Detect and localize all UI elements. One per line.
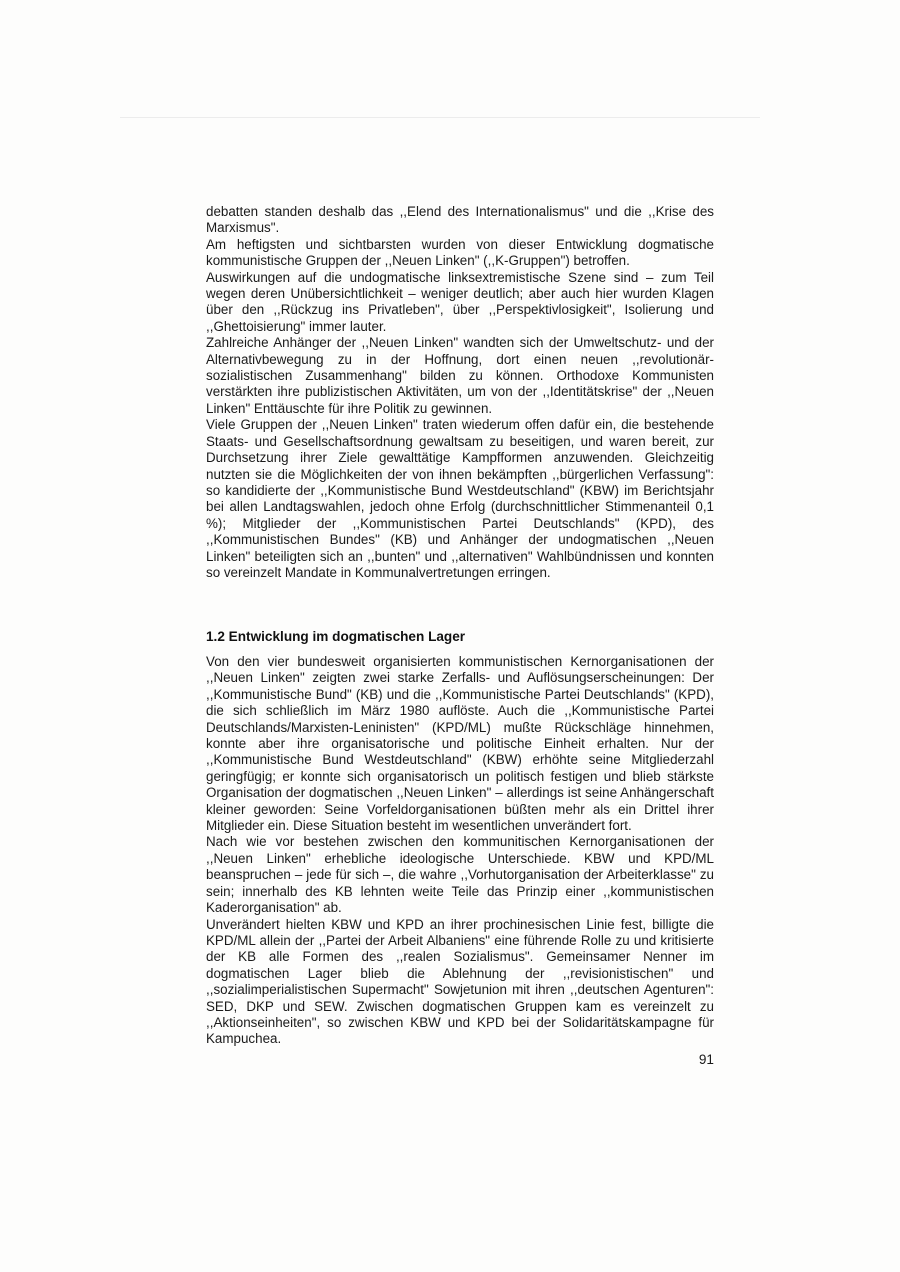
paragraph: debatten standen deshalb das ,,Elend des Internationalismus" und die ,,Krise des Marxismus". — [206, 204, 714, 236]
paragraph: Nach wie vor bestehen zwischen den kommunitischen Kernorganisationen der ,,Neuen Linken" erhebliche ideologische Unterschiede. KBW und KPD/ML beanspruchen – jede für sich –, die wahre ,,Vorhutorganisation der Arbeiterklasse" zu sein; innerhalb des KB lehnten weite Teile das Prinzip einer ,,kommunistischen Kaderorganisation" ab. — [206, 834, 714, 916]
paragraph: Viele Gruppen der ,,Neuen Linken" traten wiederum offen dafür ein, die bestehende Staats- und Gesellschaftsordnung gewaltsam zu beseitigen, und waren bereit, zur Durchsetzung ihrer Ziele gewalttätige Kampfformen anzuwenden. Gleichzeitig nutzten sie die Möglichkeiten der von ihnen bekämpften ,,bürgerlichen Verfassung": so kandidierte der ,,Kommunistische Bund Westdeutschland" (KBW) im Berichtsjahr bei allen Landtagswahlen, jedoch ohne Erfolg (durchschnittlicher Stimmenanteil 0,1 %); Mitglieder der ,,Kommunistischen Partei Deutschlands" (KPD), des ,,Kommunistischen Bundes" (KB) und Anhänger der undogmatischen ,,Neuen Linken" beteiligten sich an ,,bunten" und ,,alternativen" Wahlbündnissen und konnten so vereinzelt Mandate in Kommunalvertretungen erringen. — [206, 417, 714, 580]
scan-edge-line — [120, 117, 760, 118]
paragraph: Auswirkungen auf die undogmatische linksextremistische Szene sind – zum Teil wegen deren Unübersichtlichkeit – weniger deutlich; aber auch hier wurden Klagen über den ,,Rückzug ins Privatleben", über ,,Perspektivlosigkeit", Isolierung und ,,Ghettoisierung" immer lauter. — [206, 269, 714, 334]
paragraph: Zahlreiche Anhänger der ,,Neuen Linken" wandten sich der Umweltschutz- und der Alternativbewegung zu in der Hoffnung, dort einen neuen ,,revolutionär-sozialistischen Zusammenhang" bilden zu können. Orthodoxe Kommunisten verstärkten ihre publizistischen Aktivitäten, um von der ,,Identitätskrise" der ,,Neuen Linken" Enttäuschte für ihre Politik zu gewinnen. — [206, 335, 714, 416]
paragraph: Von den vier bundesweit organisierten kommunistischen Kernorganisationen der ,,Neuen Linken" zeigten zwei starke Zerfalls- und Auflösungserscheinungen: Der ,,Kommunistische Bund" (KB) und die ,,Kommunistische Partei Deutschlands" (KPD), die sich schließlich im März 1980 auflöste. Auch die ,,Kommunistische Partei Deutschlands/Marxisten-Leninisten" (KPD/ML) mußte Rückschläge hinnehmen, konnte aber ihre organisatorische und politische Einheit erhalten. Nur der ,,Kommunistische Bund Westdeutschland" (KBW) erhöhte seine Mitgliederzahl geringfügig; er konnte sich organisatorisch un politisch festigen und blieb stärkste Organisation der dogmatischen ,,Neuen Linken" – allerdings ist seine Anhängerschaft kleiner geworden: Seine Vorfeldorganisationen büßten mehr als ein Drittel ihrer Mitglieder ein. Diese Situation besteht im wesentlichen unverändert fort. — [206, 654, 714, 834]
page-number: 91 — [698, 1052, 714, 1067]
body-text-bottom — [206, 654, 714, 1048]
paragraph: Am heftigsten und sichtbarsten wurden von dieser Entwicklung dogmatische kommunistische Gruppen der ,,Neuen Linken" (,,K-Gruppen") betroffen. — [206, 236, 714, 269]
paragraph: Unverändert hielten KBW und KPD an ihrer prochinesischen Linie fest, billigte die KPD/ML allein der ,,Partei der Arbeit Albaniens" eine führende Rolle zu und kritisierte der KB alle Formen des ,,realen Sozialismus". Gemeinsamer Nenner im dogmatischen Lager blieb die Ablehnung der ,,revisionistischen" und ,,sozialimperialistischen Supermacht" Sowjetunion mit ihren ,,deutschen Agenturen": SED, DKP und SEW. Zwischen dogmatischen Gruppen kam es vereinzelt zu ,,Aktionseinheiten", so zwischen KBW und KPD bei der Solidaritätskampagne für Kampuchea. — [206, 916, 714, 1047]
section-heading: 1.2 Entwicklung im dogmatischen Lager — [206, 629, 466, 644]
body-text-top — [206, 204, 714, 581]
